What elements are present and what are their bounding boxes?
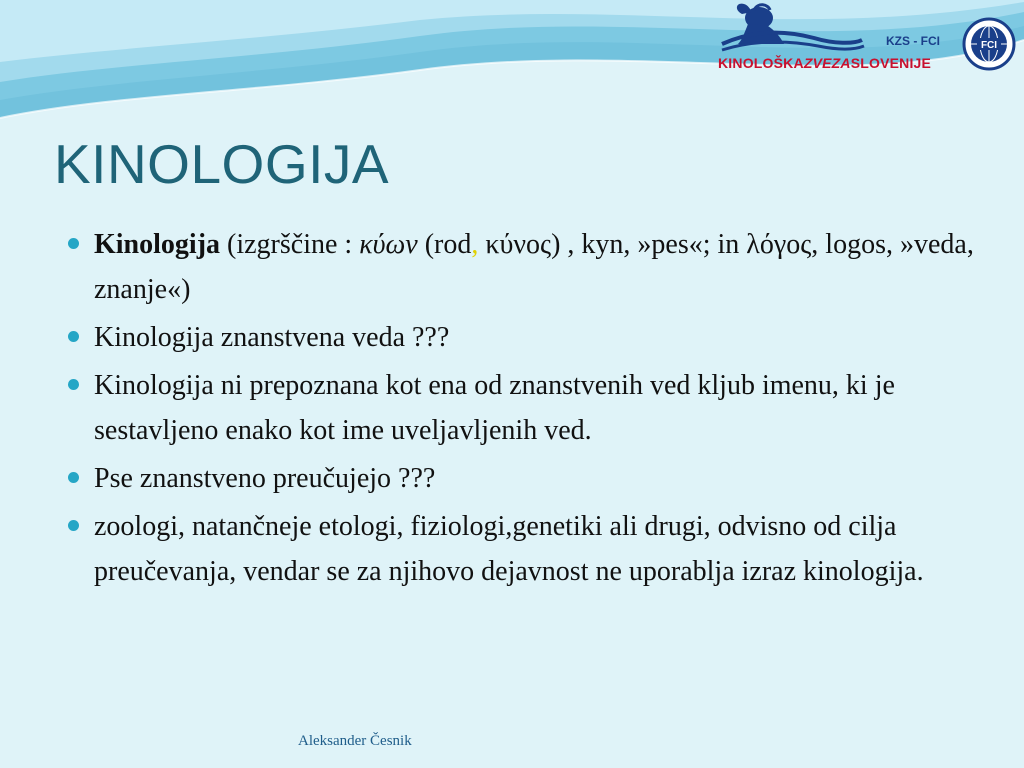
kzs-wordmark <box>718 55 931 71</box>
bullet-text: Kinologija ni prepoznana kot ena od znanstvenih ved kljub imenu, ki je sestavljeno enako kot ime uveljavljenih ved. <box>94 370 895 446</box>
bullet-list <box>64 222 984 597</box>
bullet-item <box>64 222 984 312</box>
bullet-dot-icon <box>68 520 79 531</box>
bullet-text: (izgrščine : <box>220 229 360 260</box>
slide-footer-author: Aleksander Česnik <box>298 733 412 749</box>
bullet-item <box>64 315 984 360</box>
bullet-item <box>64 504 984 594</box>
bullet-dot-icon <box>68 238 79 249</box>
fci-badge-icon <box>964 19 1014 69</box>
bullet-dot-icon <box>68 379 79 390</box>
bullet-text: zoologi, natančneje etologi, fiziologi,genetiki ali drugi, odvisno od cilja preučevanja, vendar se za njihovo dejavnost ne uporablja izraz kinologija. <box>94 511 924 587</box>
bullet-dot-icon <box>68 472 79 483</box>
bullet-dot-icon <box>68 331 79 342</box>
slide-title: KINOLOGIJA <box>54 133 390 195</box>
bullet-text: κύων <box>359 229 418 260</box>
wordmark-part: ZVEZA <box>803 55 851 71</box>
bullet-text: Kinologija <box>94 229 221 260</box>
bullet-text: , <box>471 229 479 260</box>
bullet-text: (rod <box>417 229 472 260</box>
wordmark-part: SLOVENIJE <box>850 55 932 71</box>
wordmark-part: KINOLOŠKA <box>718 55 804 71</box>
bullet-text: Kinologija znanstvena veda ??? <box>94 322 450 353</box>
bullet-item <box>64 456 984 501</box>
svg-text:FCI: FCI <box>980 40 998 51</box>
bullet-text: κύνος) , kyn, »pes«; in λόγος, logos, »veda, znanje«) <box>94 229 974 305</box>
bullet-item <box>64 363 984 453</box>
bullet-text: Pse znanstveno preučujejo ??? <box>94 463 436 494</box>
kzs-fci-label: KZS - FCI <box>886 34 940 48</box>
